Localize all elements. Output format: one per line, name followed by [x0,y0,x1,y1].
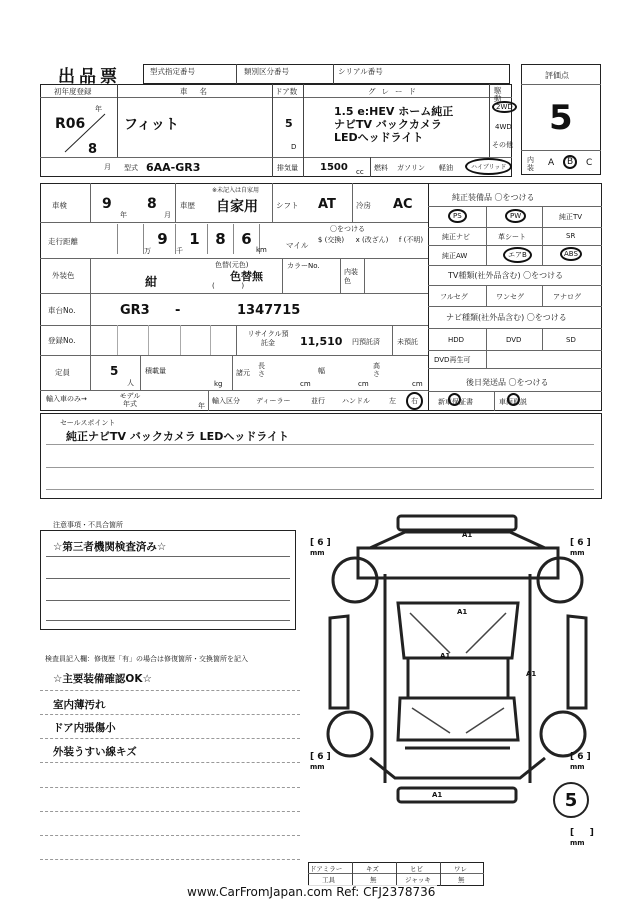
length-label: 長さ [258,362,265,378]
score-value: 5 [549,98,573,138]
tv-oneseg: ワンセグ [496,293,524,301]
tread-front-right: [ 6 ] mm [570,538,591,557]
mileage-digit: 1 [182,224,208,254]
equip-abs: ABS [560,247,582,261]
load-unit: kg [214,380,223,388]
displacement-label: 排気量 [277,164,298,172]
interior-color-label: 内装色 [344,268,358,285]
damage-mark-right: A1 [526,670,537,678]
width-label: 幅 [318,367,325,375]
inspection-label: 車検 [52,201,67,210]
first-reg-month-unit: 月 [104,163,111,171]
note-line-1: ☆主要装備確認OK☆ [53,673,152,685]
displacement-value: 1500 [320,162,348,173]
sales-point-text: 純正ナビTV バックカメラ LEDヘッドライト [66,430,289,443]
damage-mark-front: A1 [462,531,473,539]
first-reg-month: 8 [88,142,98,157]
legend-mirror: ドアミラー [310,865,343,873]
mileage-digits [92,224,282,258]
drive-2wd: 2WD [492,101,517,113]
navi-title: ナビ種類(社外品含む) 〇をつける [446,313,567,322]
legend-tools: 工具 [322,876,335,884]
fuel-label: 燃料 [374,164,388,172]
recycle-unit: 円預託済 [352,338,380,346]
grade-label: グレード [368,87,422,96]
length-unit: cm [300,380,311,388]
exterior-color-value: 紺 [145,275,158,289]
drive-label: 駆動 [494,86,502,103]
dealer-label: ディーラー [256,397,291,405]
recycle-label: リサイクル預託金 [247,330,289,347]
navi-sd: SD [566,336,576,344]
first-reg-year-unit: 年 [95,105,102,113]
note-line-4: 外装うすい線キズ [53,746,137,758]
handle-label: ハンドル [342,397,370,405]
navi-dvd: DVD [506,336,522,344]
later-manual-mark [507,393,520,406]
interior-grade-c: C [586,158,593,168]
registration-label: 登録No. [48,336,76,345]
history-value: 自家用 [216,199,258,215]
equip-sr: SR [566,232,576,240]
tread-rear-left: [ 6 ] mm [310,752,331,771]
model-year-label: モデル年式 [119,392,141,408]
shift-value: AT [318,197,336,212]
fuel-diesel: 軽油 [439,164,453,172]
drive-4wd: 4WD [495,123,512,131]
note-line-3: ドア内張傷小 [53,722,116,734]
header-top-row [143,64,510,84]
height-unit: cm [412,380,423,388]
first-reg-label: 初年度登録 [54,87,92,96]
equip-pw: PW [505,209,526,223]
recycle-value: 11,510 [300,335,343,348]
tread-spare: 5 [553,782,589,818]
sales-point-box [40,413,602,499]
handle-right: 右 [406,392,423,410]
capacity-unit: 人 [127,379,134,387]
car-name: フィット [124,117,179,133]
width-unit: cm [358,380,369,388]
inspector-label: 検査員記入欄：修復歴「有」の場合は修復箇所・交換箇所を記入 [45,655,248,663]
later-manual: 車両取説 [499,398,527,406]
damage-mark-left: A1 [440,652,451,660]
equip-navi: 純正ナビ [442,233,470,241]
mileage-unit: 千 [176,247,183,255]
import-type-label: 輸入区分 [212,397,240,405]
category-label: 類別区分番号 [244,67,289,76]
doors-label: ドア数 [275,87,298,96]
chassis-label: 車台No. [48,306,76,315]
form-title: 出品票 [58,67,121,87]
legend-jack-value: 無 [458,876,465,884]
note-line-2: 室内薄汚れ [53,699,106,711]
ac-label: 冷房 [356,201,371,210]
inspection-year-unit: 年 [120,211,127,219]
dims-label: 諸元 [236,369,250,377]
equip-tv: 純正TV [559,213,583,221]
chassis-dash: - [175,303,181,318]
mileage-digit: 6 [234,224,260,254]
car-damage-diagram [300,508,600,823]
repaint-value: 色替無 [230,270,263,283]
grade-line-1: 1.5 e:HEV ホーム純正 [334,105,454,118]
height-label: 高さ [373,362,380,378]
inspection-month: 8 [147,196,157,212]
tv-fullseg: フルセグ [440,293,468,301]
legend-scratch: キズ [366,865,379,873]
parallel-label: 並行 [311,397,325,405]
mile-circle-hint: 〇をつける [330,225,365,233]
history-label: 車歴 [180,201,195,210]
capacity-label: 定員 [55,368,70,377]
model-cert-label: 型式指定番号 [150,67,195,76]
damage-mark-rear: A1 [432,791,443,799]
mileage-digit: 9 [150,224,176,254]
inspection-month-unit: 月 [164,211,171,219]
doors-unit: D [291,143,297,151]
legend-break: ワレ [454,865,467,873]
first-reg-era: R06 [55,116,86,132]
legend-tools-value: 無 [370,876,377,884]
mile-option-tampered: x (改ざん) [355,236,389,244]
repaint-parens: ( ) [212,282,245,290]
history-note: ※未記入は自家用 [212,187,260,194]
equip-aw: 純正AW [442,252,468,260]
interior-grade-a: A [548,158,555,168]
handle-left: 左 [389,397,396,405]
equip-ps: PS [448,209,467,223]
mile-option-unknown: f (不明) [398,236,424,244]
capacity-value: 5 [110,364,119,378]
car-name-label: 車名 [180,87,219,96]
doors-value: 5 [285,117,293,130]
tv-title: TV種類(社外品含む) 〇をつける [448,271,564,280]
equip-leather: 革シート [498,233,526,241]
grade-line-3: LEDヘッドライト [334,131,424,144]
score-label: 評価点 [545,71,569,80]
mileage-unit: km [256,246,267,254]
interior-label: 内装 [527,156,534,172]
fuel-hybrid: ハイブリッド [465,158,512,175]
mileage-digit: 8 [208,224,234,254]
caution-text: ☆第三者機関検査済み☆ [53,541,167,553]
later-warranty: 新車保証書 [438,398,473,406]
later-title: 後日発送品 〇をつける [466,378,549,387]
equip-airbag: エアB [503,247,532,263]
navi-hdd: HDD [448,336,465,344]
repaint-label: 色替(元色) [215,261,249,269]
chassis-number: 1347715 [237,303,301,318]
model-code: 6AA-GR3 [146,161,201,174]
load-label: 積載量 [145,367,166,375]
tread-front-left: [ 6 ] mm [310,538,331,557]
exterior-color-label: 外装色 [52,271,75,280]
mileage-digit [118,224,144,254]
interior-grade-b: B [563,155,577,169]
sales-point-label: セールスポイント [60,419,116,427]
shift-label: シフト [276,201,299,210]
ac-value: AC [393,197,413,212]
legend-jack: ジャッキ [405,876,431,884]
color-no-label: カラーNo. [287,262,320,270]
mileage-digit [92,224,118,254]
chassis-prefix: GR3 [120,303,150,318]
import-label: 輸入車のみ→ [46,395,87,403]
mile-label: マイル [286,241,309,250]
legend-crack: ヒビ [410,865,423,873]
dvd-playback: DVD再生可 [434,356,471,364]
drive-other: その他 [492,141,513,149]
fuel-gasoline: ガソリン [397,164,425,172]
later-warranty-mark [448,393,461,406]
damage-mark-hood: A1 [457,608,468,616]
tread-rear-right: [ 6 ] mm [570,752,591,771]
watermark: www.CarFromJapan.com Ref: CFJ2378736 [187,885,436,899]
tread-spare-bracket: [ ] mm [570,828,594,847]
tv-analog: アナログ [553,293,581,301]
inspection-year: 9 [102,196,112,212]
serial-label: シリアル番号 [338,67,383,76]
caution-label: 注意事項・不具合箇所 [53,521,123,529]
first-reg-slash [60,110,110,156]
equipment-title: 純正装備品 〇をつける [452,193,535,202]
mileage-label: 走行距離 [48,237,78,246]
displacement-unit: cc [356,168,364,176]
mileage-unit: 万 [144,247,151,255]
grade-line-2: ナビTV バックカメラ [334,118,442,131]
model-label: 型式 [124,164,138,172]
model-year-unit: 年 [198,402,205,410]
mile-option-exchange: $ (交換) [317,236,345,244]
recycle-not: 未預託 [397,338,418,346]
